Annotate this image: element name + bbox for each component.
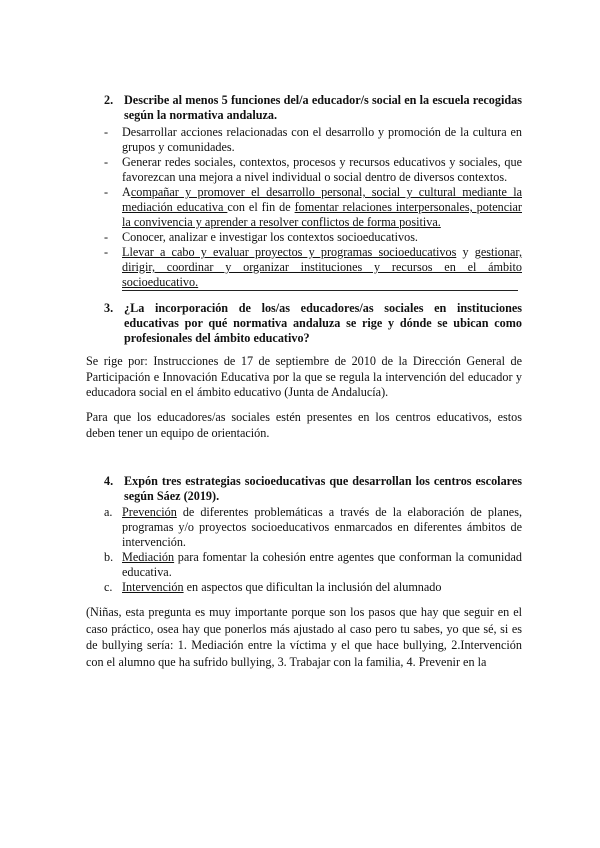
underlined-text: Mediación	[122, 550, 175, 564]
underlined-text: Intervención	[122, 580, 184, 594]
question-3-orientation-paragraph: Para que los educadores/as sociales estén presentes en los centros educativos, estos deben tener un equipo de orientación.	[86, 410, 522, 440]
list-marker: -	[104, 230, 109, 244]
question-2-heading	[104, 93, 522, 123]
underlined-text: Prevención	[122, 505, 177, 519]
list-marker: -	[104, 245, 109, 259]
question-2-answer-list	[104, 125, 522, 290]
question-4-strategy-item	[104, 580, 522, 595]
question-3-number: 3.	[104, 301, 114, 315]
list-marker: -	[104, 125, 109, 139]
question-2-function-item	[104, 155, 522, 185]
underlined-text: compañar y promover el desarrollo personal, social y cultural mediante la mediación educativa	[122, 185, 522, 214]
underlined-text: fomentar relaciones interpersonales, potenciar la convivencia y aprender a resolver conflictos de forma positiva.	[122, 200, 522, 229]
list-marker: a.	[104, 505, 113, 519]
item-text: en aspectos que dificultan la inclusión del alumnado	[183, 580, 442, 594]
item-text: para fomentar la cohesión entre agentes que conforman la comunidad educativa.	[122, 550, 522, 579]
item-text: Generar redes sociales, contextos, procesos y recursos educativos y sociales, que favorezcan una mejora a nivel individual o social dentro de diversos contextos.	[122, 155, 522, 184]
question-4-title: Expón tres estrategias socioeducativas que desarrollan los centros escolares según Sáez (2019).	[124, 474, 522, 503]
question-2-number: 2.	[104, 93, 114, 107]
question-4-answer-list	[104, 505, 522, 595]
underlined-text: Llevar a cabo y evaluar proyectos y programas socioeducativos	[122, 245, 457, 259]
list-marker: -	[104, 155, 109, 169]
question-4-strategy-item	[104, 505, 522, 550]
list-marker: -	[104, 185, 109, 199]
underline-rule	[122, 290, 518, 291]
item-text: y	[456, 245, 475, 259]
question-4-number: 4.	[104, 474, 114, 488]
question-3-answer-paragraph: Se rige por: Instrucciones de 17 de septiembre de 2010 de la Dirección General de Participación e Innovación Educativa por la que se regula la intervención del educador y educadora social en el ámbito educativo (Junta de Andalucía).	[86, 354, 522, 399]
question-2-function-item	[104, 245, 522, 290]
question-4-note: (Niñas, esta pregunta es muy importante porque son los pasos que hay que seguir en el caso práctico, osea hay que ponerlos más ajustado al caso pero tu sabes, yo que sé, si es de bullying sería: 1. Mediación entre la víctima y el que hace bullying, 2.Intervención con el alumno que ha sufrido bullying, 3. Trabajar con la familia, 4. Prevenir en la	[86, 605, 522, 669]
question-4-heading	[104, 474, 522, 504]
question-2-function-item	[104, 185, 522, 230]
list-marker: b.	[104, 550, 114, 564]
list-marker: c.	[104, 580, 113, 594]
question-4-strategy-item	[104, 550, 522, 580]
question-2-function-item	[104, 230, 522, 245]
question-3-title: ¿La incorporación de los/as educadores/as sociales en instituciones educativas por qué normativa andaluza se rige y dónde se ubican como profesionales del ámbito educativo?	[124, 301, 522, 345]
underlined-text: gestionar, dirigir, coordinar y organizar instituciones y recursos en el ámbito socioeducativo.	[122, 245, 523, 289]
item-text: con el fin de	[227, 200, 295, 214]
item-text: A	[122, 185, 131, 199]
item-text: Conocer, analizar e investigar los contextos socioeducativos.	[122, 230, 418, 244]
question-2-function-item	[104, 125, 522, 155]
item-text: de diferentes problemáticas a través de la elaboración de planes, programas y/o proyectos socioeducativos enmarcados en diferentes ámbitos de intervención.	[122, 505, 522, 549]
question-2-title: Describe al menos 5 funciones del/a educador/s social en la escuela recogidas según la normativa andaluza.	[124, 93, 522, 122]
question-3-heading	[104, 301, 522, 346]
item-text: Desarrollar acciones relacionadas con el desarrollo y promoción de la cultura en grupos y comunidades.	[122, 125, 522, 154]
